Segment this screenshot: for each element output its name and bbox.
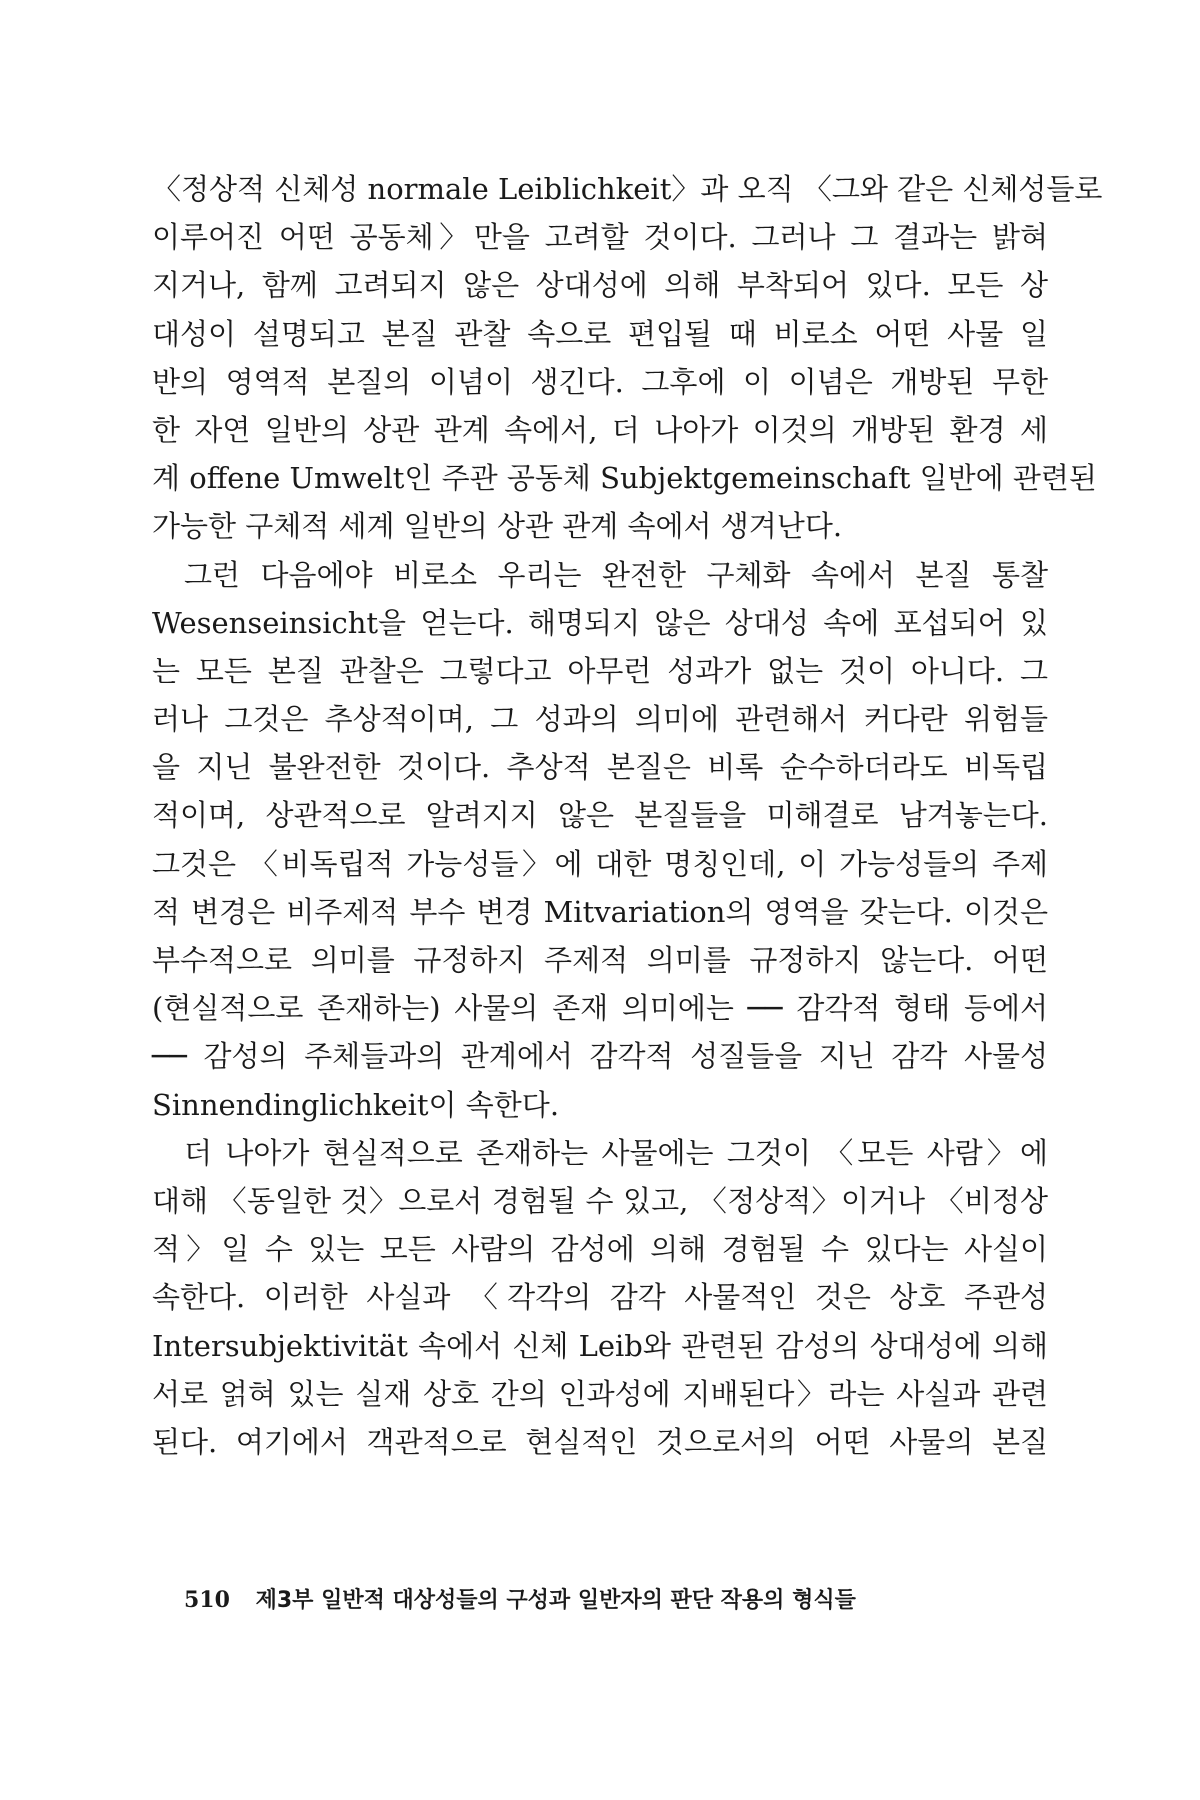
text-line: 대해 〈동일한 것〉으로서 경험될 수 있고, 〈정상적〉이거나 〈비정상 [152, 1183, 1048, 1218]
text-line: 속한다. 이러한 사실과 〈각각의 감각 사물적인 것은 상호 주관성 [152, 1280, 1048, 1315]
text-line: 가능한 구체적 세계 일반의 상관 관계 속에서 생겨난다. [152, 509, 843, 544]
text-line: 계 offene Umwelt인 주관 공동체 Subjektgemeinschaft 일반에 관련된 [152, 461, 1097, 496]
text-line: 반의 영역적 본질의 이념이 생긴다. 그후에 이 이념은 개방된 무한 [152, 364, 1048, 399]
text-line: 그것은 〈비독립적 가능성들〉에 대한 명칭인데, 이 가능성들의 주제 [152, 846, 1048, 881]
text-line: 적 변경은 비주제적 부수 변경 Mitvariation의 영역을 갖는다. 이것은 [152, 894, 1048, 929]
text-line: 적이며, 상관적으로 알려지지 않은 본질들을 미해결로 남겨놓는다. [152, 798, 1048, 833]
text-line: 러나 그것은 추상적이며, 그 성과의 의미에 관련해서 커다란 위험들 [152, 702, 1048, 737]
text-line: Intersubjektivität 속에서 신체 Leib와 관련된 감성의 상대성에 의해 [152, 1328, 1048, 1363]
text-line: 서로 얽혀 있는 실재 상호 간의 인과성에 지배된다〉라는 사실과 관련 [152, 1376, 1048, 1411]
text-line: Wesenseinsicht을 얻는다. 해명되지 않은 상대성 속에 포섭되어 있 [152, 605, 1048, 640]
page-number: 510 [184, 1587, 230, 1613]
text-line: 부수적으로 의미를 규정하지 주제적 의미를 규정하지 않는다. 어떤 [152, 943, 1048, 977]
text-line: 이루어진 어떤 공동체〉만을 고려할 것이다. 그러나 그 결과는 밝혀 [152, 220, 1048, 255]
text-line: Sinnendinglichkeit이 속한다. [152, 1087, 560, 1122]
text-line: 그런 다음에야 비로소 우리는 완전한 구체화 속에서 본질 통찰 [184, 557, 1048, 592]
text-line: 〈정상적 신체성 normale Leiblichkeit〉과 오직 〈그와 같은 신체성들로 [152, 172, 1103, 206]
running-title: 제3부 일반적 대상성들의 구성과 일반자의 판단 작용의 형식들 [255, 1588, 856, 1613]
page-footer [184, 1585, 856, 1616]
text-line: 적〉일 수 있는 모든 사람의 감성에 의해 경험될 수 있다는 사실이 [152, 1232, 1048, 1267]
text-line: 는 모든 본질 관찰은 그렇다고 아무런 성과가 없는 것이 아니다. 그 [152, 653, 1048, 688]
text-line: 대성이 설명되고 본질 관찰 속으로 편입될 때 비로소 어떤 사물 일 [152, 316, 1048, 351]
text-line: ── 감성의 주체들과의 관계에서 감각적 성질들을 지닌 감각 사물성 [152, 1039, 1048, 1074]
text-line: 된다. 여기에서 객관적으로 현실적인 것으로서의 어떤 사물의 본질 [152, 1424, 1048, 1459]
text-line: 지거나, 함께 고려되지 않은 상대성에 의해 부착되어 있다. 모든 상 [152, 268, 1048, 303]
text-line: 을 지닌 불완전한 것이다. 추상적 본질은 비록 순수하더라도 비독립 [152, 750, 1048, 785]
text-line: 한 자연 일반의 상관 관계 속에서, 더 나아가 이것의 개방된 환경 세 [152, 412, 1048, 447]
text-line: (현실적으로 존재하는) 사물의 존재 의미에는 ── 감각적 형태 등에서 [152, 991, 1048, 1026]
text-line: 더 나아가 현실적으로 존재하는 사물에는 그것이 〈모든 사람〉에 [184, 1135, 1048, 1170]
body-text [152, 165, 1103, 1466]
